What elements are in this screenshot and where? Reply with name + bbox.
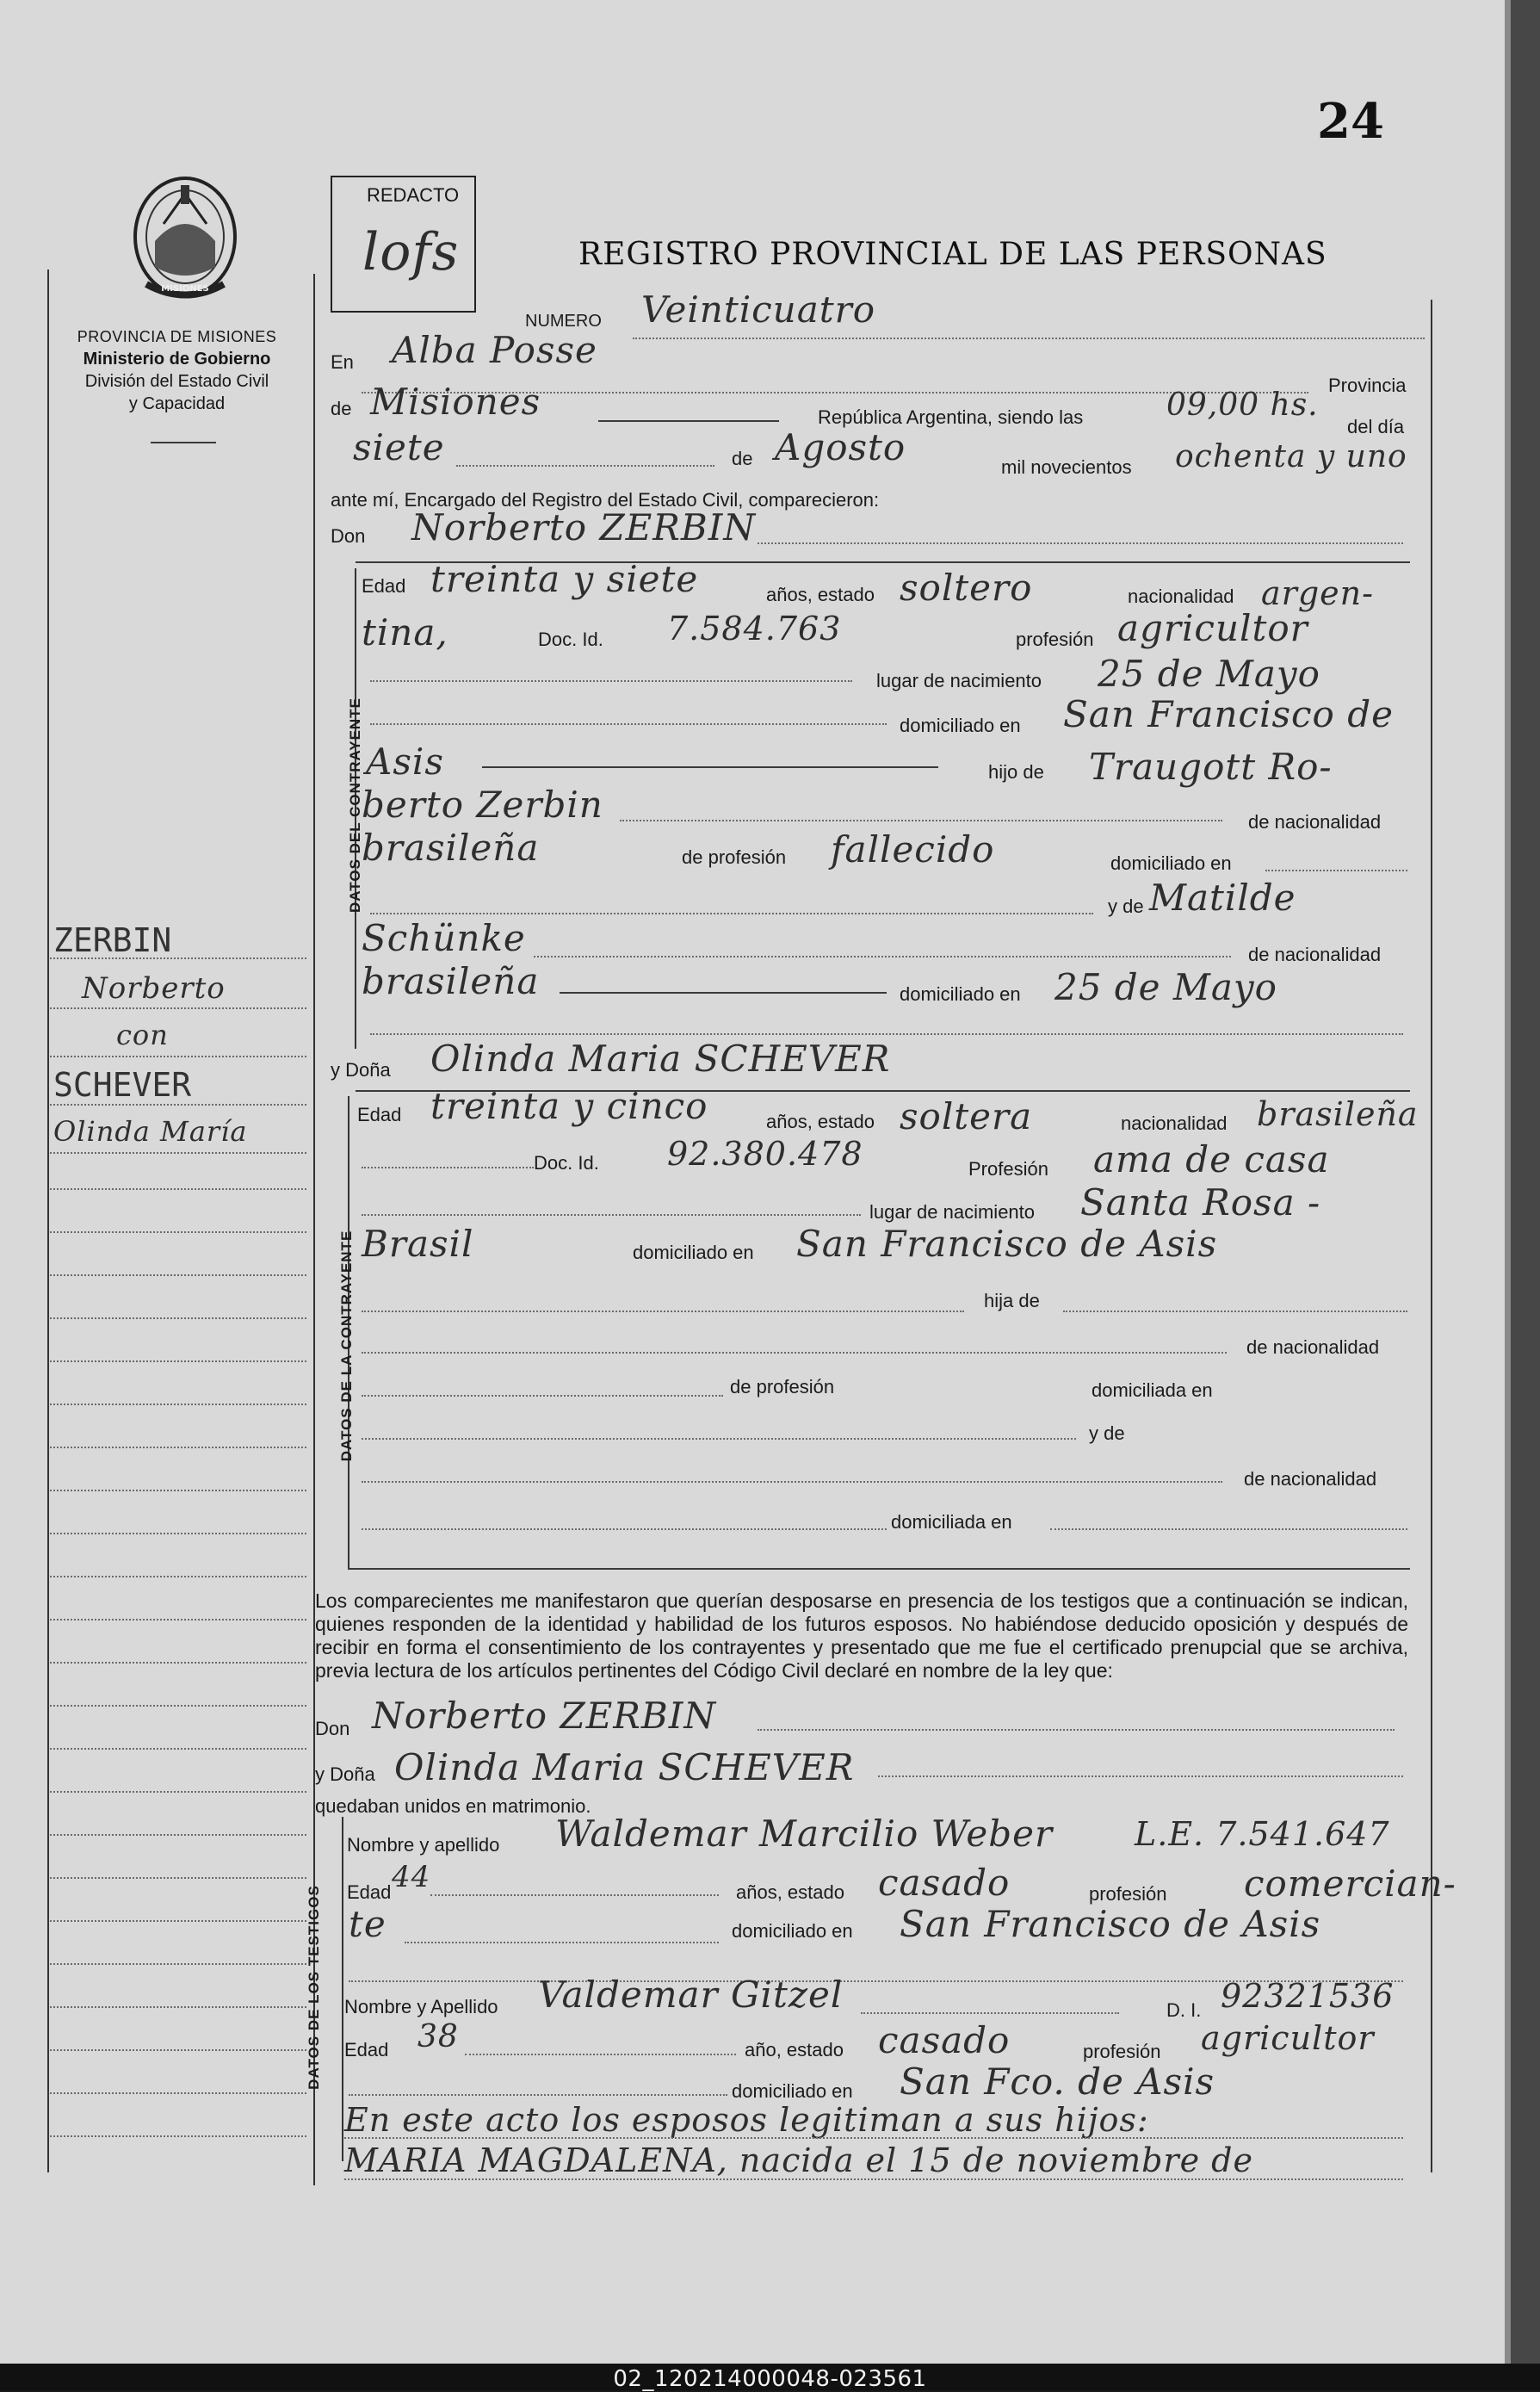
t1-nombre-value: Waldemar Marcilio Weber bbox=[555, 1813, 1054, 1855]
de-label: de bbox=[331, 398, 352, 419]
f-lugar-label: lugar de nacimiento bbox=[869, 1201, 1036, 1223]
padre-line bbox=[620, 820, 1222, 821]
stmt-dona-value: Olinda Maria SCHEVER bbox=[394, 1746, 855, 1788]
f-edad-label: Edad bbox=[357, 1104, 402, 1125]
seal-text: MISIONES bbox=[161, 284, 209, 294]
margin-rule-line bbox=[50, 1152, 306, 1154]
note-line-2-rule bbox=[344, 2178, 1403, 2180]
domicilio-dash bbox=[482, 766, 938, 768]
f-y-de-line bbox=[362, 1438, 1076, 1440]
f-nacionalidad-label: nacionalidad bbox=[1121, 1112, 1228, 1134]
t1-profesion-cont: te bbox=[349, 1903, 387, 1945]
don-label: Don bbox=[331, 525, 366, 547]
f-lugar-line bbox=[362, 1214, 861, 1216]
padre-nac-label: de nacionalidad bbox=[1248, 811, 1382, 833]
margin-rule-line bbox=[50, 1920, 306, 1922]
t2-domiciliado-label: domiciliado en bbox=[732, 2080, 853, 2102]
de-dash bbox=[598, 420, 779, 422]
en-value: Alba Posse bbox=[392, 329, 597, 371]
f-hija-label: hija de bbox=[984, 1290, 1040, 1311]
profesion-label: profesión bbox=[1016, 629, 1094, 650]
margin-rule-line bbox=[50, 1360, 306, 1362]
madre-domicilio: 25 de Mayo bbox=[1054, 966, 1277, 1008]
edad-value: treinta y siete bbox=[430, 558, 699, 600]
margin-rule-line bbox=[50, 1447, 306, 1448]
register-title: REGISTRO PROVINCIAL DE LAS PERSONAS bbox=[578, 237, 1327, 272]
margin-rule-line bbox=[50, 1963, 306, 1965]
profesion-value: agricultor bbox=[1117, 607, 1308, 649]
margin-rule-line bbox=[50, 2092, 306, 2094]
t1-doc-value: L.E. 7.541.647 bbox=[1135, 1815, 1390, 1853]
margin-rule-line bbox=[50, 2006, 306, 2008]
provincial-seal-icon bbox=[129, 172, 241, 301]
f-nac2-line bbox=[362, 1481, 1222, 1483]
dia-line bbox=[456, 465, 714, 467]
margin-rule-line bbox=[50, 1533, 306, 1534]
testigos-bracket bbox=[342, 1817, 343, 2161]
madre-nac-label: de nacionalidad bbox=[1248, 944, 1382, 965]
stmt-don-value: Norberto ZERBIN bbox=[372, 1695, 717, 1737]
margin-rule-line bbox=[50, 1705, 306, 1707]
t1-edad-value: 44 bbox=[392, 1860, 431, 1894]
f-dom2-line-2 bbox=[1050, 1528, 1407, 1530]
dia-value: siete bbox=[353, 426, 445, 468]
t2-doc-value: 92321536 bbox=[1221, 1977, 1395, 2015]
margin-rule-line bbox=[50, 1404, 306, 1405]
f-profesion-value: ama de casa bbox=[1093, 1138, 1330, 1181]
margin-note-surname: ZERBIN bbox=[53, 921, 172, 959]
f-doc-value: 92.380.478 bbox=[667, 1135, 863, 1173]
margin-rule-line bbox=[50, 1619, 306, 1620]
anos-estado-label: años, estado bbox=[766, 584, 875, 605]
domicilio-line bbox=[370, 723, 887, 725]
padre-cont: berto Zerbin bbox=[362, 784, 603, 826]
note-line-1-rule bbox=[344, 2137, 1403, 2139]
madre-value: Matilde bbox=[1149, 877, 1296, 919]
section-contrayente-f: DATOS DE LA CONTRAYENTE bbox=[338, 1230, 355, 1462]
t1-domiciliado-value: San Francisco de Asis bbox=[900, 1903, 1321, 1945]
domiciliado-value: San Francisco de bbox=[1063, 693, 1394, 735]
t2-edad-value: 38 bbox=[417, 2019, 459, 2054]
margin-rule-line bbox=[50, 1007, 306, 1009]
t2-domiciliado-value: San Fco. de Asis bbox=[900, 2060, 1215, 2103]
f-domiciliado-value: San Francisco de Asis bbox=[796, 1223, 1218, 1265]
madre-nacionalidad: brasileña bbox=[362, 960, 540, 1002]
left-margin-rule bbox=[47, 270, 49, 2172]
margin-rule-line bbox=[50, 2049, 306, 2051]
t2-nombre-line bbox=[861, 2012, 1119, 2014]
org-line-4: y Capacidad bbox=[128, 394, 226, 413]
note-line-2: MARIA MAGDALENA, nacida el 15 de noviembre de bbox=[344, 2141, 1253, 2179]
margin-rule-line bbox=[50, 2135, 306, 2137]
statement-paragraph: Los comparecientes me manifestaron que querían desposarse en presencia de los testigos que a continuación se indican, quienes responden de la identidad y habilidad de los futuros esposos. No habiéndose deducido oposición y después de recibir en forma el consentimiento de los contrayentes y presentado que me fue el certificado prenupcial que se archiva, previa lectura de los artículos pertinentes del Código Civil declaré en nombre de la ley que: bbox=[315, 1590, 1408, 1682]
f-estado-value: soltera bbox=[900, 1095, 1033, 1137]
f-domiciliado-label: domiciliado en bbox=[633, 1242, 754, 1263]
margin-note-name: Norberto bbox=[82, 971, 226, 1006]
f-hija-line bbox=[362, 1311, 964, 1312]
doc-label: Doc. Id. bbox=[538, 629, 603, 650]
margin-rule-line bbox=[50, 1834, 306, 1836]
anio-value: ochenta y uno bbox=[1175, 439, 1407, 474]
hijo-label: hijo de bbox=[988, 761, 1044, 783]
estado-value: soltero bbox=[900, 567, 1033, 609]
mes-value: Agosto bbox=[775, 426, 906, 468]
f-edad-value: treinta y cinco bbox=[430, 1085, 708, 1127]
margin-note-name-2: Olinda María bbox=[53, 1115, 248, 1148]
mil-label: mil novecientos bbox=[1001, 456, 1132, 478]
t2-profesion-label: profesión bbox=[1083, 2041, 1161, 2062]
stmt-dona-line bbox=[878, 1775, 1403, 1777]
nacionalidad-value: argen- bbox=[1261, 574, 1374, 612]
f-lugar-value: Santa Rosa - bbox=[1080, 1181, 1321, 1224]
padre-domicilio-line bbox=[1265, 870, 1407, 871]
numero-label: NUMERO bbox=[525, 312, 602, 331]
t1-nombre-label: Nombre y apellido bbox=[347, 1834, 500, 1856]
f-end-rule bbox=[348, 1568, 1410, 1570]
margin-rule-line bbox=[50, 1188, 306, 1190]
ante-mi-label: ante mí, Encargado del Registro del Estado Civil, comparecieron: bbox=[331, 489, 880, 511]
f-prof-line bbox=[362, 1395, 723, 1397]
margin-rule-line bbox=[50, 1662, 306, 1664]
f-doc-line bbox=[362, 1167, 534, 1168]
madre-domicilio-label: domiciliado en bbox=[900, 983, 1021, 1005]
t1-estado-label: años, estado bbox=[736, 1881, 844, 1903]
t2-profesion-value: agricultor bbox=[1201, 2019, 1375, 2057]
t1-edad-label: Edad bbox=[347, 1881, 392, 1903]
dona-value: Olinda Maria SCHEVER bbox=[430, 1038, 891, 1080]
margin-rule-line bbox=[50, 1317, 306, 1319]
f-nac-line bbox=[362, 1352, 1227, 1354]
footer-bar bbox=[0, 2364, 1540, 2390]
redacto-box bbox=[331, 176, 476, 313]
contrayente-end-line bbox=[370, 1033, 1403, 1035]
margin-note-surname-2: SCHEVER bbox=[53, 1066, 192, 1104]
hora-value: 09,00 hs. bbox=[1166, 387, 1319, 423]
domiciliado-label: domiciliado en bbox=[900, 715, 1021, 736]
padre-profesion-label: de profesión bbox=[682, 846, 787, 868]
padre-domicilio-label: domiciliado en bbox=[1110, 852, 1232, 874]
f-anos-estado-label: años, estado bbox=[766, 1111, 875, 1132]
de-value: Misiones bbox=[370, 381, 541, 423]
t2-edad-line bbox=[465, 2054, 736, 2055]
padre-value: Traugott Ro- bbox=[1089, 746, 1333, 788]
t2-di-label: D. I. bbox=[1166, 1999, 1202, 2021]
padre-profesion: fallecido bbox=[831, 828, 995, 871]
book-binding bbox=[1511, 0, 1540, 2364]
f-nacionalidad-value: brasileña bbox=[1257, 1095, 1419, 1133]
lugar-label: lugar de nacimiento bbox=[876, 670, 1042, 691]
margin-rule-line bbox=[50, 1490, 306, 1491]
don-value: Norberto ZERBIN bbox=[411, 506, 757, 548]
margin-rule-line bbox=[50, 1576, 306, 1577]
org-divider bbox=[151, 442, 216, 443]
t1-dom-line bbox=[405, 1942, 719, 1943]
en-label: En bbox=[331, 351, 354, 373]
t2-nombre-label: Nombre y Apellido bbox=[344, 1996, 498, 2017]
f-hija-line-2 bbox=[1063, 1311, 1407, 1312]
margin-rule-line bbox=[50, 1748, 306, 1750]
redacto-initials: lofs bbox=[362, 222, 460, 282]
don-line bbox=[758, 542, 1403, 544]
numero-value: Veinticuatro bbox=[641, 288, 875, 331]
margin-note-con: con bbox=[116, 1019, 169, 1051]
margin-rule-line bbox=[50, 1056, 306, 1057]
de2-label: de bbox=[732, 448, 753, 469]
madre-cont: Schünke bbox=[362, 917, 526, 959]
margin-rule-line bbox=[50, 1791, 306, 1793]
margin-rule-line bbox=[50, 1274, 306, 1276]
doc-value: 7.584.763 bbox=[667, 610, 842, 648]
t1-domiciliado-label: domiciliado en bbox=[732, 1920, 853, 1942]
lugar-value: 25 de Mayo bbox=[1098, 653, 1320, 695]
y-dona-label: y Doña bbox=[331, 1059, 391, 1081]
y-de-line bbox=[370, 913, 1093, 914]
domiciliado-cont: Asis bbox=[366, 741, 444, 783]
footer-id: 02_120214000048-023561 bbox=[613, 2366, 927, 2392]
f-nac2-label: de nacionalidad bbox=[1244, 1468, 1377, 1490]
y-de-label: y de bbox=[1108, 895, 1144, 917]
stmt-dona-label: y Doña bbox=[315, 1763, 375, 1785]
stmt-don-line bbox=[758, 1729, 1395, 1731]
republica-label: República Argentina, siendo las bbox=[818, 406, 1084, 428]
section-testigos: DATOS DE LOS TESTIGOS bbox=[306, 1885, 322, 2090]
lugar-line bbox=[370, 680, 852, 682]
t1-profesion-value: comercian- bbox=[1244, 1862, 1457, 1905]
f-y-de-label: y de bbox=[1089, 1422, 1125, 1444]
provincia-label: Provincia bbox=[1328, 375, 1407, 396]
nacionalidad-cont: tina, bbox=[362, 611, 448, 654]
t2-estado-label: año, estado bbox=[745, 2039, 844, 2060]
madre-dash bbox=[560, 992, 887, 994]
margin-rule-line bbox=[50, 1231, 306, 1233]
t2-dom-line bbox=[349, 2094, 727, 2096]
f-nac-label: de nacionalidad bbox=[1246, 1336, 1380, 1358]
t2-edad-label: Edad bbox=[344, 2039, 389, 2060]
t1-edad-line bbox=[430, 1894, 719, 1896]
quedaban-label: quedaban unidos en matrimonio. bbox=[315, 1795, 591, 1817]
folio-number: 24 bbox=[1317, 93, 1384, 150]
margin-rule-line bbox=[50, 1104, 306, 1106]
org-line-2: Ministerio de Gobierno bbox=[83, 350, 271, 369]
t2-estado-value: casado bbox=[878, 2019, 1011, 2061]
t1-profesion-label: profesión bbox=[1089, 1883, 1167, 1905]
org-line-3: División del Estado Civil bbox=[84, 372, 269, 391]
madre-line bbox=[534, 956, 1231, 957]
section-contrayente: DATOS DEL CONTRAYENTE bbox=[347, 697, 363, 913]
t2-nombre-value: Valdemar Gitzel bbox=[538, 1974, 844, 2016]
f-domiciliada2-label: domiciliada en bbox=[891, 1511, 1012, 1533]
padre-nacionalidad: brasileña bbox=[362, 827, 540, 869]
margin-rule-line bbox=[50, 1877, 306, 1879]
f-lugar-cont: Brasil bbox=[362, 1223, 474, 1265]
f-doc-label: Doc. Id. bbox=[534, 1152, 599, 1174]
note-line-1: En este acto los esposos legitiman a sus hijos: bbox=[344, 2101, 1149, 2139]
org-line-1: PROVINCIA DE MISIONES bbox=[77, 328, 277, 345]
t1-estado-value: casado bbox=[878, 1862, 1011, 1904]
f-profesion-label: Profesión bbox=[968, 1158, 1048, 1180]
del-dia-label: del día bbox=[1347, 416, 1405, 437]
f-dom2-line bbox=[362, 1528, 887, 1530]
nacionalidad-label: nacionalidad bbox=[1128, 586, 1234, 607]
f-domiciliada-label: domiciliada en bbox=[1092, 1379, 1213, 1401]
stmt-don-label: Don bbox=[315, 1718, 350, 1739]
edad-label: Edad bbox=[362, 575, 406, 597]
org-header bbox=[41, 325, 312, 415]
numero-line bbox=[633, 338, 1425, 339]
redacto-label: REDACTO bbox=[367, 184, 460, 206]
f-prof-label: de profesión bbox=[730, 1376, 835, 1397]
